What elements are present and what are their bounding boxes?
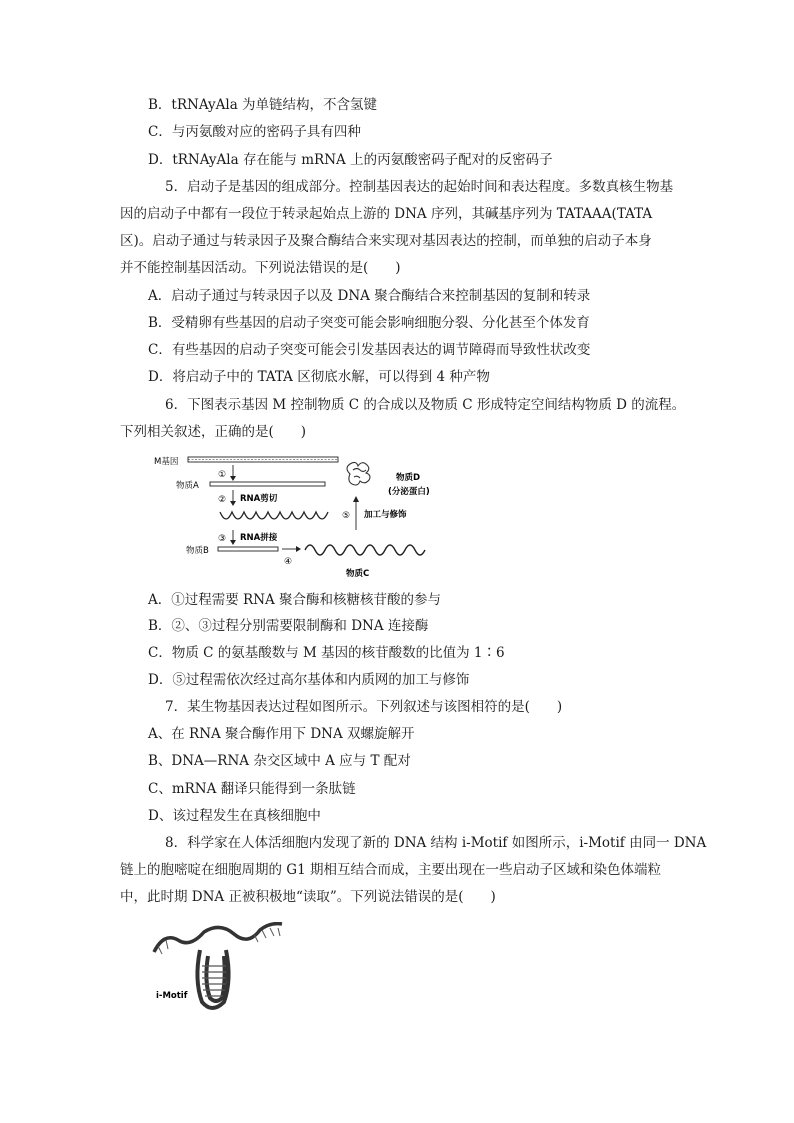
gene-expression-flow-diagram [150,450,480,590]
step4-marker: ④ [284,557,293,567]
material-a-bar [210,482,325,486]
q7-option-a: A、在 RNA 聚合酶作用下 DNA 双螺旋解开 [148,726,415,742]
q6-option-c: C．物质 C 的氨基酸数与 M 基因的核苷酸数的比值为 1∶6 [148,645,505,661]
q4-option-c: C．与丙氨酸对应的密码子具有四种 [148,124,361,140]
q7-option-d: D、该过程发生在真核细胞中 [148,808,321,824]
q5-option-b: B．受精卵有些基因的启动子突变可能会影响细胞分裂、分化甚至个体发育 [148,315,590,331]
label-material-d: 物质D [396,473,421,483]
label-material-c: 物质C [346,569,370,579]
q7-option-c: C、mRNA 翻译只能得到一条肽链 [148,781,356,797]
step1-marker: ① [218,470,227,480]
label-material-a: 物质A [176,481,199,491]
i-motif-loop [197,950,228,1008]
arrow-step3-head [230,540,236,545]
q4-option-b: B．tRNAyAla 为单链结构，不含氢键 [148,97,378,113]
q6-stem-line1: 6．下图表示基因 M 控制物质 C 的合成以及物质 C 形成特定空间结构物质 D 的流程。 [165,397,686,413]
q5-option-d: D．将启动子中的 TATA 区彻底水解，可以得到 4 种产物 [148,369,490,385]
step3-marker: ③ [218,534,227,544]
arrow-step1-head [230,476,236,481]
arrow-step2-head [230,501,236,506]
q5-stem-line3: 区)。启动子通过与转录因子及聚合酶结合来实现对基因表达的控制，而单独的启动子本身 [120,233,652,249]
label-i-motif: i-Motif [156,991,188,1001]
label-rna-cut: RNA剪切 [240,494,278,504]
q8-stem-line1: 8．科学家在人体活细胞内发现了新的 DNA 结构 i-Motif 如图所示，i-Motif 由同一 DNA [165,835,707,851]
q5-stem-line2: 因的启动子中都有一段位于转录起始点上游的 DNA 序列，其碱基序列为 TATAAA(TATA [120,206,653,222]
q4-option-d: D．tRNAyAla 存在能与 mRNA 上的丙氨酸密码子配对的反密码子 [148,152,553,168]
label-material-b: 物质B [186,546,209,556]
label-secretory-protein: (分泌蛋白) [388,487,430,497]
q6-option-d: D．⑤过程需依次经过高尔基体和内质网的加工与修饰 [148,672,470,688]
label-rna-splice: RNA拼接 [240,533,278,543]
q6-option-b: B．②、③过程分别需要限制酶和 DNA 连接酶 [148,618,429,634]
dna-double-helix [154,924,282,952]
step5-marker: ⑤ [342,511,351,521]
step2-marker: ② [218,495,227,505]
q5-option-c: C．有些基因的启动子突变可能会引发基因表达的调节障碍而导致性状改变 [148,342,591,358]
arrow-step4-head [296,546,301,552]
q7-option-b: B、DNA—RNA 杂交区域中 A 应与 T 配对 [148,753,411,769]
label-m-gene: M基因 [154,457,179,467]
material-b-bar [218,547,278,551]
rna-fragments-wave [220,512,328,519]
q6-option-a: A．①过程需要 RNA 聚合酶和核糖核苷酸的参与 [148,592,442,608]
q5-stem-line1: 5．启动子是基因的组成部分。控制基因表达的起始时间和表达程度。多数真核生物基 [165,179,674,195]
q5-option-a: A．启动子通过与转录因子以及 DNA 聚合酶结合来控制基因的复制和转录 [148,288,591,304]
material-d-protein-blob [347,462,370,485]
label-processing: 加工与修饰 [364,510,407,520]
material-c-chain [305,545,425,555]
q8-stem-line3: 中，此时期 DNA 正被积极地“读取”。下列说法错误的是( ) [120,889,496,905]
arrow-step5-head [353,496,359,502]
q7-stem: 7．某生物基因表达过程如图所示。下列叙述与该图相符的是( ) [165,699,563,715]
i-motif-dna-figure [150,922,290,1020]
q8-stem-line2: 链上的胞嘧啶在细胞周期的 G1 期相互结合而成，主要出现在一些启动子区域和染色体端粒 [120,862,661,878]
q5-stem-line4: 并不能控制基因活动。下列说法错误的是( ) [120,260,401,276]
q6-stem-line2: 下列相关叙述，正确的是( ) [120,424,307,440]
